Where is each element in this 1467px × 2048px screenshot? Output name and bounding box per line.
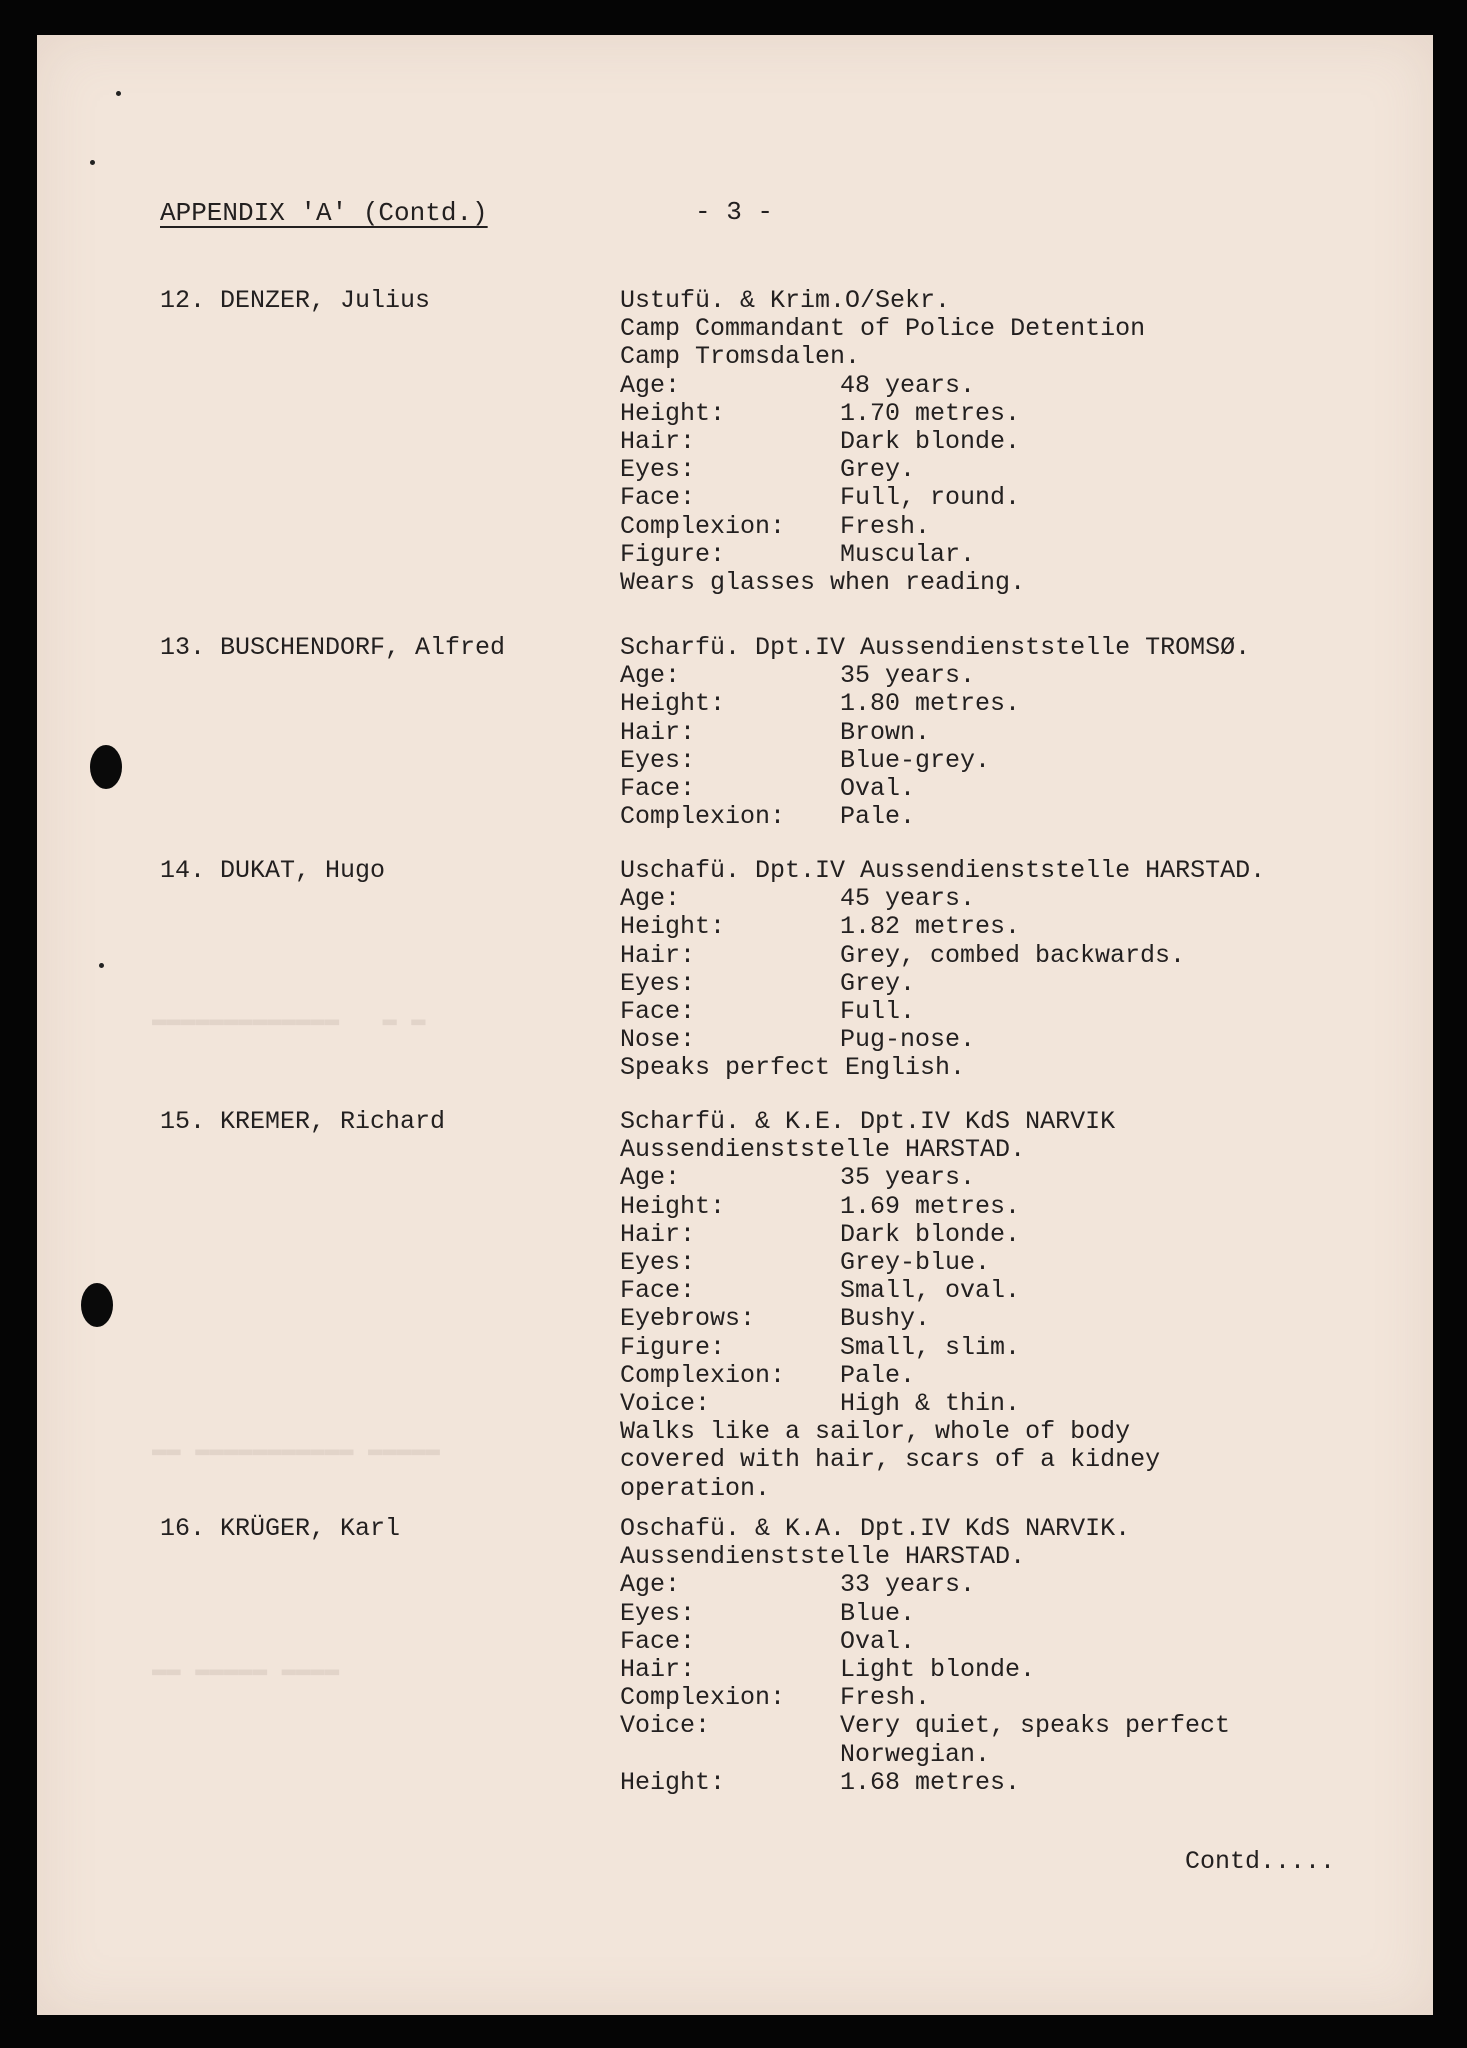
attribute-row <box>620 1712 1467 1740</box>
attribute-row <box>620 1164 1467 1192</box>
person-details <box>620 1515 1467 1797</box>
attribute-value: Dark blonde. <box>840 1219 1021 1249</box>
attribute-row <box>620 1277 1467 1305</box>
attribute-row <box>620 1193 1467 1221</box>
attribute-value: Small, slim. <box>840 1332 1021 1362</box>
person-details <box>620 857 1467 1083</box>
attribute-value: High & thin. <box>840 1389 1021 1419</box>
detail-line: Oschafü. & K.A. Dpt.IV KdS NARVIK. <box>620 1514 1131 1543</box>
attribute-row <box>620 1628 1467 1656</box>
attribute-label: Voice: <box>620 1711 711 1741</box>
attribute-label: Age: <box>620 661 681 691</box>
attribute-row <box>620 690 1467 718</box>
attribute-value: Light blonde. <box>840 1655 1036 1685</box>
attribute-row <box>620 400 1467 428</box>
attribute-label: Voice: <box>620 1389 711 1419</box>
attribute-label: Eyes: <box>620 1248 696 1278</box>
person-name: 13. BUSCHENDORF, Alfred <box>160 633 506 662</box>
attribute-row <box>620 372 1467 400</box>
attribute-value: Norwegian. <box>840 1739 991 1769</box>
bleed-through-mark: ▬▬▬▬▬▬▬▬▬▬▬▬▬ ▬ ▬ <box>152 1007 426 1034</box>
attribute-value: Pale. <box>840 1360 916 1390</box>
attribute-label: Eyebrows: <box>620 1304 756 1334</box>
attribute-row <box>620 428 1467 456</box>
attribute-label <box>620 1741 840 1769</box>
attribute-label: Eyes: <box>620 745 696 775</box>
attribute-row <box>620 1249 1467 1277</box>
attribute-value: 1.68 metres. <box>840 1767 1021 1797</box>
attribute-row <box>620 803 1467 831</box>
detail-line: Aussendienststelle HARSTAD. <box>620 1542 1026 1572</box>
person-name: 12. DENZER, Julius <box>160 286 431 315</box>
attribute-value: Blue-grey. <box>840 745 991 775</box>
attribute-label: Hair: <box>620 717 696 747</box>
attribute-row <box>620 719 1467 747</box>
detail-line: covered with hair, scars of a kidney <box>620 1445 1161 1475</box>
attribute-label: Face: <box>620 1276 696 1306</box>
attribute-row <box>620 1769 1467 1797</box>
attribute-value: Pale. <box>840 802 916 832</box>
attribute-label: Height: <box>620 689 726 719</box>
attribute-row <box>620 1334 1467 1362</box>
attribute-value: Pug-nose. <box>840 1025 976 1055</box>
attribute-value: Grey, combed backwards. <box>840 940 1186 970</box>
page-number: - 3 - <box>695 197 774 227</box>
attribute-value: 45 years. <box>840 884 976 914</box>
attribute-value: Grey. <box>840 455 916 485</box>
page-header <box>160 198 488 228</box>
ink-speck <box>90 160 95 165</box>
attribute-value: 1.70 metres. <box>840 398 1021 428</box>
attribute-label: Hair: <box>620 427 696 457</box>
detail-line: Ustufü. & Krim.O/Sekr. <box>620 286 951 315</box>
attribute-label: Face: <box>620 774 696 804</box>
attribute-row <box>620 1741 1467 1769</box>
attribute-label: Hair: <box>620 1219 696 1249</box>
attribute-row <box>620 541 1467 569</box>
attribute-row <box>620 970 1467 998</box>
attribute-value: 1.80 metres. <box>840 689 1021 719</box>
attribute-label: Face: <box>620 997 696 1027</box>
detail-line: Scharfü. & K.E. Dpt.IV KdS NARVIK <box>620 1107 1116 1136</box>
attribute-row <box>620 747 1467 775</box>
detail-line: Camp Tromsdalen. <box>620 342 861 372</box>
detail-line: Uschafü. Dpt.IV Aussendienststelle HARSTAD. <box>620 856 1266 885</box>
attribute-label: Height: <box>620 912 726 942</box>
attribute-row <box>620 1305 1467 1333</box>
attribute-label: Complexion: <box>620 802 786 832</box>
attribute-value: Fresh. <box>840 1683 931 1713</box>
attribute-label: Age: <box>620 1570 681 1600</box>
detail-line: Camp Commandant of Police Detention <box>620 314 1146 344</box>
attribute-row <box>620 1600 1467 1628</box>
attribute-value: Blue. <box>840 1598 916 1628</box>
attribute-value: Oval. <box>840 774 916 804</box>
attribute-value: Very quiet, speaks perfect <box>840 1711 1231 1741</box>
ink-speck <box>99 963 104 968</box>
attribute-row <box>620 1390 1467 1418</box>
attribute-label: Complexion: <box>620 1683 786 1713</box>
attribute-row <box>620 1362 1467 1390</box>
attribute-label: Nose: <box>620 1025 696 1055</box>
attribute-label: Face: <box>620 483 696 513</box>
detail-line: Walks like a sailor, whole of body <box>620 1417 1131 1447</box>
appendix-title: APPENDIX 'A' (Contd.) <box>160 198 488 228</box>
attribute-label: Complexion: <box>620 511 786 541</box>
person-name: 14. DUKAT, Hugo <box>160 856 386 885</box>
detail-line: Scharfü. Dpt.IV Aussendienststelle TROMSØ. <box>620 633 1251 662</box>
attribute-value: Full. <box>840 997 916 1027</box>
attribute-value: 35 years. <box>840 661 976 691</box>
attribute-value: Fresh. <box>840 511 931 541</box>
attribute-label: Eyes: <box>620 968 696 998</box>
attribute-row <box>620 775 1467 803</box>
attribute-label: Height: <box>620 1191 726 1221</box>
attribute-label: Face: <box>620 1626 696 1656</box>
attribute-row <box>620 913 1467 941</box>
bleed-through-mark: ▬▬ ▬▬▬▬▬ ▬▬▬▬ <box>152 1657 340 1684</box>
person-details <box>620 287 1467 597</box>
attribute-label: Hair: <box>620 1655 696 1685</box>
attribute-row <box>620 1684 1467 1712</box>
attribute-row <box>620 1026 1467 1054</box>
attribute-value: Full, round. <box>840 483 1021 513</box>
detail-line: operation. <box>620 1473 771 1503</box>
attribute-value: Grey. <box>840 968 916 998</box>
ink-speck <box>116 91 121 96</box>
attribute-label: Complexion: <box>620 1360 786 1390</box>
person-details <box>620 1108 1467 1503</box>
attribute-value: 1.82 metres. <box>840 912 1021 942</box>
person-name: 16. KRÜGER, Karl <box>160 1514 401 1543</box>
attribute-value: 48 years. <box>840 370 976 400</box>
document-page <box>37 35 1433 2015</box>
attribute-row <box>620 662 1467 690</box>
detail-line: Speaks perfect English. <box>620 1053 966 1083</box>
attribute-row <box>620 885 1467 913</box>
attribute-value: Oval. <box>840 1626 916 1656</box>
attribute-value: 33 years. <box>840 1570 976 1600</box>
attribute-row <box>620 1571 1467 1599</box>
punch-hole <box>81 1283 113 1327</box>
attribute-value: Brown. <box>840 717 931 747</box>
attribute-label: Height: <box>620 398 726 428</box>
attribute-value: 35 years. <box>840 1163 976 1193</box>
punch-hole <box>90 745 122 789</box>
attribute-row <box>620 513 1467 541</box>
attribute-label: Eyes: <box>620 455 696 485</box>
attribute-row <box>620 1221 1467 1249</box>
attribute-label: Figure: <box>620 1332 726 1362</box>
attribute-value: Bushy. <box>840 1304 931 1334</box>
attribute-label: Age: <box>620 370 681 400</box>
attribute-label: Eyes: <box>620 1598 696 1628</box>
attribute-value: Grey-blue. <box>840 1248 991 1278</box>
attribute-row <box>620 456 1467 484</box>
attribute-label: Height: <box>620 1767 726 1797</box>
person-details <box>620 634 1467 831</box>
attribute-row <box>620 998 1467 1026</box>
attribute-value: Dark blonde. <box>840 427 1021 457</box>
attribute-value: Small, oval. <box>840 1276 1021 1306</box>
bleed-through-mark: ▬▬ ▬▬▬▬▬▬▬▬▬▬▬ ▬▬▬▬▬ <box>152 1437 441 1464</box>
continued-note: Contd..... <box>1185 1847 1336 1876</box>
attribute-row <box>620 1656 1467 1684</box>
attribute-label: Figure: <box>620 539 726 569</box>
attribute-row <box>620 942 1467 970</box>
attribute-label: Hair: <box>620 940 696 970</box>
attribute-label: Age: <box>620 884 681 914</box>
person-name: 15. KREMER, Richard <box>160 1107 446 1136</box>
attribute-value: 1.69 metres. <box>840 1191 1021 1221</box>
attribute-value: Muscular. <box>840 539 976 569</box>
attribute-row <box>620 484 1467 512</box>
detail-line: Wears glasses when reading. <box>620 568 1026 598</box>
detail-line: Aussendienststelle HARSTAD. <box>620 1135 1026 1165</box>
attribute-label: Age: <box>620 1163 681 1193</box>
